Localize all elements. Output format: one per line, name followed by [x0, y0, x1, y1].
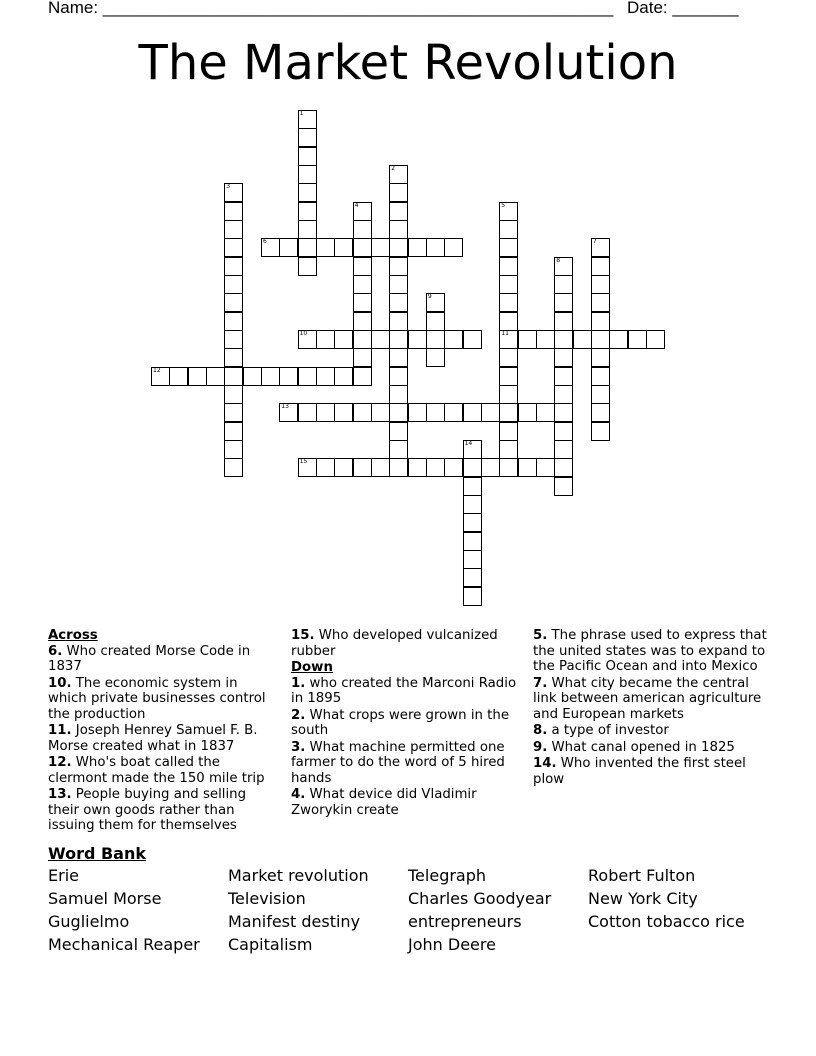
grid-cell[interactable]: [646, 330, 665, 349]
clue-number: 9.: [533, 739, 548, 755]
cell-number: 6: [263, 238, 267, 246]
grid-cell[interactable]: [298, 367, 317, 386]
grid-cell[interactable]: [426, 238, 445, 257]
grid-cell[interactable]: [389, 422, 408, 441]
grid-cell[interactable]: [554, 440, 573, 459]
clue-number: 8.: [533, 723, 548, 738]
word-bank-item: Charles Goodyear: [408, 889, 552, 908]
grid-cell[interactable]: [353, 293, 372, 312]
cell-number: 11: [501, 330, 509, 337]
grid-cell[interactable]: [316, 458, 335, 477]
grid-cell[interactable]: [316, 367, 335, 386]
grid-cell[interactable]: [279, 403, 298, 422]
grid-cell[interactable]: [224, 422, 243, 441]
grid-cell[interactable]: [151, 367, 170, 386]
clue-text: Who created Morse Code in 1837: [48, 643, 251, 674]
grid-cell[interactable]: [389, 202, 408, 221]
grid-cell[interactable]: [591, 257, 610, 276]
grid-cell[interactable]: [554, 330, 573, 349]
grid-cell[interactable]: [261, 238, 280, 257]
grid-cell[interactable]: [463, 477, 482, 496]
word-bank-item: Cotton tobacco rice: [588, 912, 745, 931]
grid-cell[interactable]: [554, 312, 573, 331]
grid-cell[interactable]: [591, 312, 610, 331]
grid-cell[interactable]: [554, 275, 573, 294]
grid-cell[interactable]: [279, 367, 298, 386]
grid-cell[interactable]: [371, 238, 390, 257]
grid-cell[interactable]: [298, 238, 317, 257]
cell-number: 9: [427, 293, 432, 301]
grid-cell[interactable]: [224, 440, 243, 459]
grid-cell[interactable]: [426, 330, 445, 349]
word-bank-item: Market revolution: [228, 866, 369, 885]
grid-cell[interactable]: [243, 367, 262, 386]
grid-cell[interactable]: [224, 238, 243, 257]
grid-cell[interactable]: [591, 385, 610, 404]
clue-text: What device did Vladimir Zworykin create: [291, 787, 477, 818]
clue-number: 1.: [291, 675, 306, 691]
clue-number: 3.: [291, 739, 306, 755]
grid-cell[interactable]: [389, 403, 408, 422]
grid-cell[interactable]: [298, 458, 317, 477]
name-field-line: Name: ______________________________________________________: [48, 0, 614, 17]
grid-cell[interactable]: [408, 238, 427, 257]
grid-cell[interactable]: [591, 275, 610, 294]
grid-cell[interactable]: [371, 458, 390, 477]
clue-text: People buying and selling their own goods rather than issuing them for themselves: [48, 787, 247, 833]
grid-cell[interactable]: [224, 293, 243, 312]
grid-cell[interactable]: [353, 312, 372, 331]
grid-cell[interactable]: [389, 312, 408, 331]
word-bank-item: New York City: [588, 889, 698, 908]
grid-cell[interactable]: [481, 403, 500, 422]
grid-cell[interactable]: [334, 403, 353, 422]
grid-cell[interactable]: [389, 293, 408, 312]
grid-cell[interactable]: [499, 220, 518, 239]
grid-cell[interactable]: [389, 367, 408, 386]
cell-number: 4: [354, 201, 359, 209]
grid-cell[interactable]: [389, 275, 408, 294]
grid-cell[interactable]: [298, 403, 317, 422]
grid-cell[interactable]: [224, 348, 243, 367]
grid-cell[interactable]: [426, 312, 445, 331]
grid-cell[interactable]: [298, 128, 317, 147]
grid-cell[interactable]: [609, 330, 628, 349]
grid-cell[interactable]: [224, 257, 243, 276]
grid-cell[interactable]: [353, 367, 372, 386]
clue-text: What machine permitted one farmer to do the word of 5 hired hands: [291, 739, 505, 786]
word-bank-item: entrepreneurs: [408, 912, 522, 931]
grid-cell[interactable]: [499, 238, 518, 257]
grid-cell[interactable]: [554, 458, 573, 477]
grid-cell[interactable]: [389, 440, 408, 459]
grid-cell[interactable]: [298, 257, 317, 276]
grid-cell[interactable]: [279, 238, 298, 257]
grid-cell[interactable]: [463, 403, 482, 422]
clue-down-3: [291, 740, 523, 787]
word-bank-item: Mechanical Reaper: [48, 935, 200, 954]
grid-cell[interactable]: [298, 165, 317, 184]
clue-text: The phrase used to express that the united states was to expand to the Pacific Ocean and into Mexico: [533, 628, 767, 674]
grid-cell[interactable]: [463, 513, 482, 532]
cell-number: 1: [299, 110, 304, 117]
grid-cell[interactable]: [499, 422, 518, 441]
grid-cell[interactable]: [591, 238, 610, 257]
grid-cell[interactable]: [426, 403, 445, 422]
grid-cell[interactable]: [554, 293, 573, 312]
grid-cell[interactable]: [224, 330, 243, 349]
grid-cell[interactable]: [353, 257, 372, 276]
grid-cell[interactable]: [298, 330, 317, 349]
grid-cell[interactable]: [499, 275, 518, 294]
grid-cell[interactable]: [591, 348, 610, 367]
grid-cell[interactable]: [334, 330, 353, 349]
clue-across-12: [48, 755, 280, 786]
cell-number: 3: [226, 183, 231, 191]
grid-cell[interactable]: [389, 165, 408, 184]
clue-down-5: [533, 628, 773, 675]
grid-cell[interactable]: [591, 403, 610, 422]
grid-cell[interactable]: [298, 220, 317, 239]
grid-cell[interactable]: [224, 403, 243, 422]
grid-cell[interactable]: [389, 348, 408, 367]
grid-cell[interactable]: [353, 238, 372, 257]
grid-cell[interactable]: [353, 220, 372, 239]
grid-cell[interactable]: [554, 403, 573, 422]
clue-across-10: [48, 676, 280, 723]
down-heading: Down: [291, 660, 333, 675]
grid-cell[interactable]: [224, 202, 243, 221]
grid-cell[interactable]: [628, 330, 647, 349]
grid-cell[interactable]: [389, 458, 408, 477]
clues-column-2: [291, 628, 523, 819]
grid-cell[interactable]: [463, 587, 482, 606]
grid-cell[interactable]: [334, 458, 353, 477]
clue-number: 10.: [48, 675, 72, 691]
grid-cell[interactable]: [536, 403, 555, 422]
grid-cell[interactable]: [518, 403, 537, 422]
date-field-line: Date: _______: [627, 0, 739, 17]
grid-cell[interactable]: [316, 238, 335, 257]
grid-cell[interactable]: [353, 458, 372, 477]
grid-cell[interactable]: [463, 458, 482, 477]
cell-number: 15: [299, 458, 308, 466]
grid-cell[interactable]: [224, 385, 243, 404]
grid-cell[interactable]: [261, 367, 280, 386]
grid-cell[interactable]: [206, 367, 225, 386]
grid-cell[interactable]: [499, 367, 518, 386]
grid-cell[interactable]: [389, 220, 408, 239]
clue-text: What crops were grown in the south: [291, 707, 510, 738]
clues-column-1: [48, 628, 280, 835]
clue-down-9: [533, 740, 773, 756]
grid-cell[interactable]: [554, 348, 573, 367]
grid-cell[interactable]: [316, 330, 335, 349]
clue-across-6: [48, 644, 280, 675]
clue-number: 15.: [291, 628, 315, 643]
grid-cell[interactable]: [463, 568, 482, 587]
grid-cell[interactable]: [536, 330, 555, 349]
clue-text: What canal opened in 1825: [547, 739, 735, 755]
clue-text: What city became the central link between american agriculture and European markets: [533, 675, 762, 722]
grid-cell[interactable]: [353, 403, 372, 422]
clue-number: 4.: [291, 787, 306, 802]
grid-cell[interactable]: [334, 367, 353, 386]
grid-cell[interactable]: [426, 293, 445, 312]
grid-cell[interactable]: [518, 458, 537, 477]
grid-cell[interactable]: [426, 458, 445, 477]
grid-cell[interactable]: [353, 202, 372, 221]
clue-number: 13.: [48, 787, 72, 802]
grid-cell[interactable]: [518, 330, 537, 349]
clue-text: Who developed vulcanized rubber: [291, 628, 498, 659]
grid-cell[interactable]: [444, 458, 463, 477]
clue-down-4: [291, 787, 523, 818]
grid-cell[interactable]: [224, 275, 243, 294]
word-bank-item: John Deere: [408, 935, 496, 954]
grid-cell[interactable]: [554, 385, 573, 404]
grid-cell[interactable]: [224, 220, 243, 239]
clue-text: Who invented the first steel plow: [533, 756, 746, 787]
grid-cell[interactable]: [499, 257, 518, 276]
grid-cell[interactable]: [591, 422, 610, 441]
word-bank-item: Samuel Morse: [48, 889, 162, 908]
grid-cell[interactable]: [408, 330, 427, 349]
grid-cell[interactable]: [408, 458, 427, 477]
cell-number: 7: [592, 238, 597, 246]
grid-cell[interactable]: [554, 422, 573, 441]
grid-cell[interactable]: [371, 330, 390, 349]
grid-cell[interactable]: [444, 403, 463, 422]
grid-cell[interactable]: [353, 275, 372, 294]
cell-number: 13: [281, 403, 289, 411]
word-bank-title: Word Bank: [48, 844, 147, 863]
grid-cell[interactable]: [426, 348, 445, 367]
grid-cell[interactable]: [298, 183, 317, 202]
clue-down-1: [291, 676, 523, 707]
clue-text: Who's boat called the clermont made the 150 mile trip: [48, 755, 265, 786]
grid-cell[interactable]: [444, 330, 463, 349]
grid-cell[interactable]: [573, 330, 592, 349]
grid-cell[interactable]: [554, 367, 573, 386]
clue-across-15: [291, 628, 523, 659]
clue-number: 2.: [291, 707, 306, 723]
grid-cell[interactable]: [463, 550, 482, 569]
grid-cell[interactable]: [353, 348, 372, 367]
grid-cell[interactable]: [389, 257, 408, 276]
clue-number: 12.: [48, 755, 72, 770]
clue-text: Joseph Henrey Samuel F. B. Morse created what in 1837: [48, 723, 258, 754]
clue-text: a type of investor: [547, 723, 669, 738]
cell-number: 5: [501, 201, 506, 209]
grid-cell[interactable]: [499, 440, 518, 459]
grid-cell[interactable]: [481, 458, 500, 477]
cell-number: 12: [153, 366, 161, 374]
grid-cell[interactable]: [591, 367, 610, 386]
word-bank-item: Erie: [48, 866, 79, 885]
grid-cell[interactable]: [224, 367, 243, 386]
grid-cell[interactable]: [298, 110, 317, 129]
grid-cell[interactable]: [463, 440, 482, 459]
word-bank-item: Robert Fulton: [588, 866, 696, 885]
grid-cell[interactable]: [298, 202, 317, 221]
grid-cell[interactable]: [499, 348, 518, 367]
cell-number: 2: [391, 165, 396, 172]
grid-cell[interactable]: [224, 458, 243, 477]
word-bank-item: Manifest destiny: [228, 912, 361, 931]
grid-cell[interactable]: [499, 330, 518, 349]
grid-cell[interactable]: [499, 385, 518, 404]
grid-cell[interactable]: [499, 403, 518, 422]
cell-number: 14: [464, 439, 473, 447]
clue-down-7: [533, 676, 773, 723]
clue-down-14: [533, 756, 773, 787]
grid-cell[interactable]: [499, 293, 518, 312]
grid-cell[interactable]: [389, 385, 408, 404]
cell-number: 8: [556, 256, 561, 264]
clue-number: 5.: [533, 628, 548, 643]
clue-number: 6.: [48, 643, 63, 659]
grid-cell[interactable]: [554, 257, 573, 276]
cell-number: 10: [299, 330, 308, 337]
grid-cell[interactable]: [463, 495, 482, 514]
grid-cell[interactable]: [371, 403, 390, 422]
across-heading: Across: [48, 628, 98, 643]
grid-cell[interactable]: [591, 330, 610, 349]
word-bank-item: Television: [228, 889, 306, 908]
clue-number: 14.: [533, 756, 557, 771]
grid-cell[interactable]: [499, 312, 518, 331]
grid-cell[interactable]: [389, 238, 408, 257]
grid-cell[interactable]: [169, 367, 188, 386]
clue-text: who created the Marconi Radio in 1895: [291, 675, 517, 706]
word-bank-item: Guglielmo: [48, 912, 130, 931]
clue-text: The economic system in which private businesses control the production: [48, 675, 266, 722]
grid-cell[interactable]: [499, 458, 518, 477]
grid-cell[interactable]: [224, 312, 243, 331]
grid-cell[interactable]: [591, 293, 610, 312]
grid-cell[interactable]: [536, 458, 555, 477]
grid-cell[interactable]: [554, 477, 573, 496]
clue-down-8: [533, 723, 773, 739]
clue-number: 7.: [533, 675, 548, 691]
grid-cell[interactable]: [353, 330, 372, 349]
grid-cell[interactable]: [298, 147, 317, 166]
word-bank-item: Capitalism: [228, 935, 313, 954]
clue-number: 11.: [48, 723, 72, 738]
grid-cell[interactable]: [316, 403, 335, 422]
grid-cell[interactable]: [224, 183, 243, 202]
grid-cell[interactable]: [389, 330, 408, 349]
grid-cell[interactable]: [334, 238, 353, 257]
grid-cell[interactable]: [499, 202, 518, 221]
grid-cell[interactable]: [408, 403, 427, 422]
grid-cell[interactable]: [463, 532, 482, 551]
grid-cell[interactable]: [389, 183, 408, 202]
grid-cell[interactable]: [463, 330, 482, 349]
grid-cell[interactable]: [444, 238, 463, 257]
clue-across-11: [48, 723, 280, 754]
word-bank-item: Telegraph: [408, 866, 487, 885]
clues-column-3: [533, 628, 773, 788]
clue-down-2: [291, 708, 523, 739]
grid-cell[interactable]: [188, 367, 207, 386]
clue-across-13: [48, 787, 280, 834]
page-title: The Market Revolution: [138, 35, 678, 91]
